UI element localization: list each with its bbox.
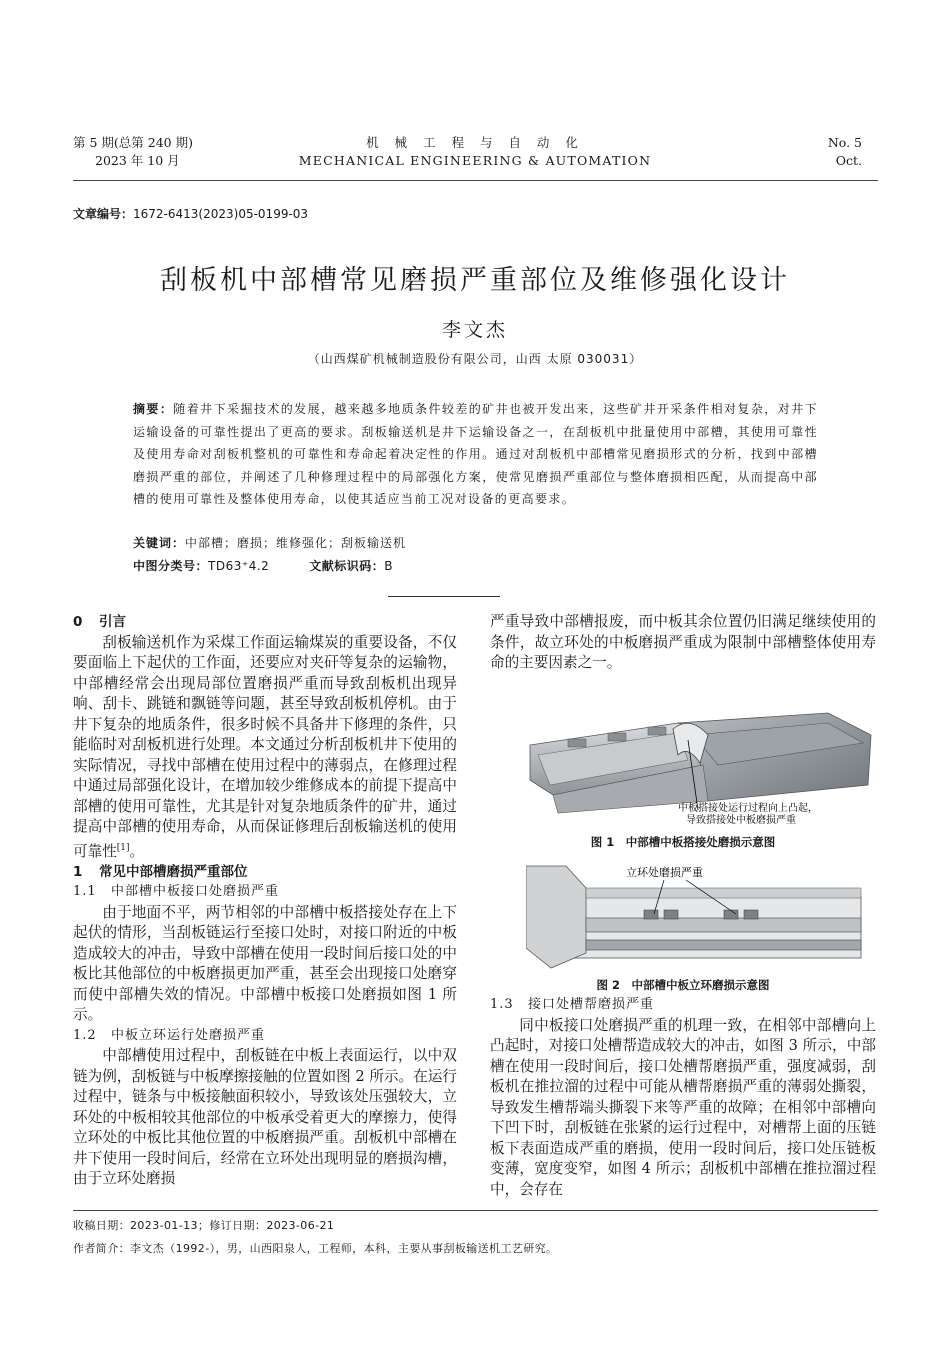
header-no: No. 5 <box>827 135 862 150</box>
clc-label: 中图分类号： <box>133 559 209 573</box>
figure-1-annotation-2: 导致搭接处中板磨损严重 <box>686 815 796 825</box>
section-1-1-heading <box>73 882 457 903</box>
footnote-rule <box>73 1210 878 1211</box>
section-0-heading <box>73 612 457 633</box>
figure-2-annotation: 立环处磨损严重 <box>626 867 703 879</box>
keywords-label: 关键词： <box>133 536 186 550</box>
footnote-author-bio: 作者简介：李文杰（1992-），男，山西阳泉人，工程师，本科，主要从事刮板输送机工艺研究。 <box>73 1242 558 1255</box>
left-column <box>73 612 457 1190</box>
bottom-rail <box>586 940 861 950</box>
chain-link <box>664 910 678 919</box>
section-0-text: 刮板输送机作为采煤工作面运输煤炭的重要设备，不仅要面临上下起伏的工作面，还要应对夹矸等复杂的运输物，中部槽经常会出现局部位置磨损严重而导致刮板机出现异响、刮卡、跳链和飘链等问题，甚至导致刮板机停机。由于井下复杂的地质条件，很多时候不具备井下修理的条件，只能临时对刮板机进行处理。本文通过分析刮板机井下使用的实际情况，寻找中部槽在使用过程中的薄弱点，在修理过程中通过局部强化设计，在增加较少维修成本的前提下提高中部槽的使用可靠性，尤其是针对复杂地质条件的矿井，通过提高中部槽的使用寿命，从而保证修理后刮板输送机的使用可靠性 <box>73 633 457 860</box>
section-1-1-title: 中部槽中板接口处磨损严重 <box>111 884 280 900</box>
footnote-received: 收稿日期：2023-01-13；修订日期：2023-06-21 <box>73 1219 335 1232</box>
middle-plate <box>586 918 861 932</box>
keywords-text: 中部槽；磨损；维修强化；刮板输送机 <box>185 536 407 550</box>
abstract <box>133 398 818 511</box>
section-1-number: 1 <box>73 863 83 880</box>
header-journal-en: MECHANICAL ENGINEERING & AUTOMATION <box>298 153 652 168</box>
header-journal-block <box>0 134 950 170</box>
section-1-1-number: 1.1 <box>73 884 97 900</box>
section-1-3-heading <box>490 995 876 1016</box>
author: 李文杰 <box>441 319 508 341</box>
header-journal-cn: 机 械 工 程 与 自 动 化 <box>366 135 584 150</box>
figure-2-caption: 图 2 中部槽中板立环磨损示意图 <box>596 978 770 992</box>
section-0-end: 。 <box>129 842 145 860</box>
article-number-label: 文章编号： <box>73 207 134 221</box>
section-1-heading <box>73 862 457 883</box>
section-1-3-paragraph: 同中板接口处磨损严重的机理一致，在相邻中部槽向上凸起时，对接口处槽帮造成较大的冲击，如图 3 所示，中部槽在使用一段时间后，接口处槽帮磨损严重，强度减弱，刮板机在推拉溜的过程中可能从槽帮磨损严重的薄弱处撕裂，导致发生槽帮端头撕裂下来等严重的故障；在相邻中部槽向下凹下时，刮板链在张紧的运行过程中，对槽帮上面的压链板下表面造成严重的磨损，使用一段时间后，接口处压链板变薄，宽度变窄，如图 4 所示；刮板机中部槽在推拉溜过程中，会存在 <box>490 1016 876 1198</box>
lug <box>608 733 626 741</box>
citation-ref: [1] <box>116 842 130 853</box>
chain-link <box>744 910 758 919</box>
section-1-2-paragraph: 中部槽使用过程中，刮板链在中板上表面运行，以中双链为例，刮板链与中板摩擦接触的位置如图 2 所示。在运行过程中，链条与中板接触面积较小，导致该处压强较大，立环处的中板相较其他部位的中板承受着更大的摩擦力，使得立环处的中板比其他位置的中板磨损严重。刮板机中部槽在井下使用一段时间后，经常在立环处出现明显的磨损沟槽，由于立环处磨损 <box>73 1047 457 1188</box>
lug <box>568 739 586 747</box>
article-number-value: 1672-6413(2023)05-0199-03 <box>133 207 309 221</box>
doc-code-label: 文献标识码： <box>309 559 385 573</box>
figure-1-annotation-1: 中板搭接处运行过程向上凸起， <box>678 803 818 814</box>
section-1-3-number: 1.3 <box>490 997 514 1012</box>
figure-1-caption: 图 1 中部槽中板搭接处磨损示意图 <box>590 835 776 849</box>
section-0-title: 引言 <box>99 614 126 630</box>
figure-2-illustration <box>526 858 871 970</box>
section-1-1-paragraph: 由于地面不平，两节相邻的中部槽中板搭接处存在上下起伏的情形，当刮板链运行至接口处时，对接口附近的中板造成较大的冲击，导致中部槽在使用一段时间后接口处的中板比其他部位的中板磨损更加严重，甚至会出现接口处磨穿而使中部槽失效的情况。中部槽中板接口处磨损如图 1 所示。 <box>73 903 457 1024</box>
doc-code-value: B <box>384 559 394 573</box>
header-no-block <box>828 134 862 170</box>
classification <box>133 557 393 574</box>
figure-1-illustration <box>528 705 873 825</box>
top-ridge <box>586 888 861 898</box>
section-1-2-number: 1.2 <box>73 1027 97 1043</box>
abstract-rule <box>388 596 500 597</box>
section-0-paragraph <box>73 633 457 862</box>
section-1-3-title: 接口处槽帮磨损严重 <box>528 997 655 1012</box>
right-column-bottom <box>490 995 876 1200</box>
section-1-2-title: 中板立环运行处磨损严重 <box>111 1027 266 1043</box>
section-0-number: 0 <box>73 614 83 630</box>
article-number <box>73 205 308 222</box>
lug <box>648 727 666 735</box>
section-1-2-heading <box>73 1026 457 1047</box>
abstract-label: 摘要： <box>133 402 174 416</box>
section-1-2-continued: 严重导致中部槽报废，而中板其余位置仍旧满足继续使用的条件，故立环处的中板磨损严重成为限制中部槽整体使用寿命的主要因素之一。 <box>490 613 876 671</box>
clc-value: TD63⁺4.2 <box>208 559 270 573</box>
header-month: Oct. <box>835 153 862 168</box>
section-1-title: 常见中部槽磨损严重部位 <box>99 863 248 880</box>
header-rule <box>73 180 878 181</box>
trough-right-body <box>678 713 871 801</box>
header-date: 2023 年 10 月 <box>95 153 180 168</box>
affiliation: （山西煤矿机械制造股份有限公司，山西 太原 030031） <box>307 352 643 366</box>
chain-link <box>644 910 658 919</box>
abstract-text: 随着井下采掘技术的发展，越来越多地质条件较差的矿井也被开发出来，这些矿井开采条件相对复杂，对井下运输设备的可靠性提出了更高的要求。刮板输送机是井下运输设备之一，在刮板机中批量使用中部槽，其使用可靠性及使用寿命对刮板机整机的可靠性和寿命起着决定性的作用。通过对刮板机中部槽常见磨损形式的分析，找到中部槽磨损严重的部位，并阐述了几种修理过程中的局部强化方案，使常见磨损严重部位与整体磨损相匹配，从而提高中部槽的使用可靠性及整体使用寿命，以使其适应当前工况对设备的更高要求。 <box>133 402 818 506</box>
right-column-top <box>490 612 876 674</box>
keywords <box>133 534 406 551</box>
trough-left-end <box>526 866 586 968</box>
page-title: 刮板机中部槽常见磨损严重部位及维修强化设计 <box>160 265 790 296</box>
header-issue: 第 5 期(总第 240 期) <box>73 135 193 150</box>
chain-link <box>724 910 738 919</box>
